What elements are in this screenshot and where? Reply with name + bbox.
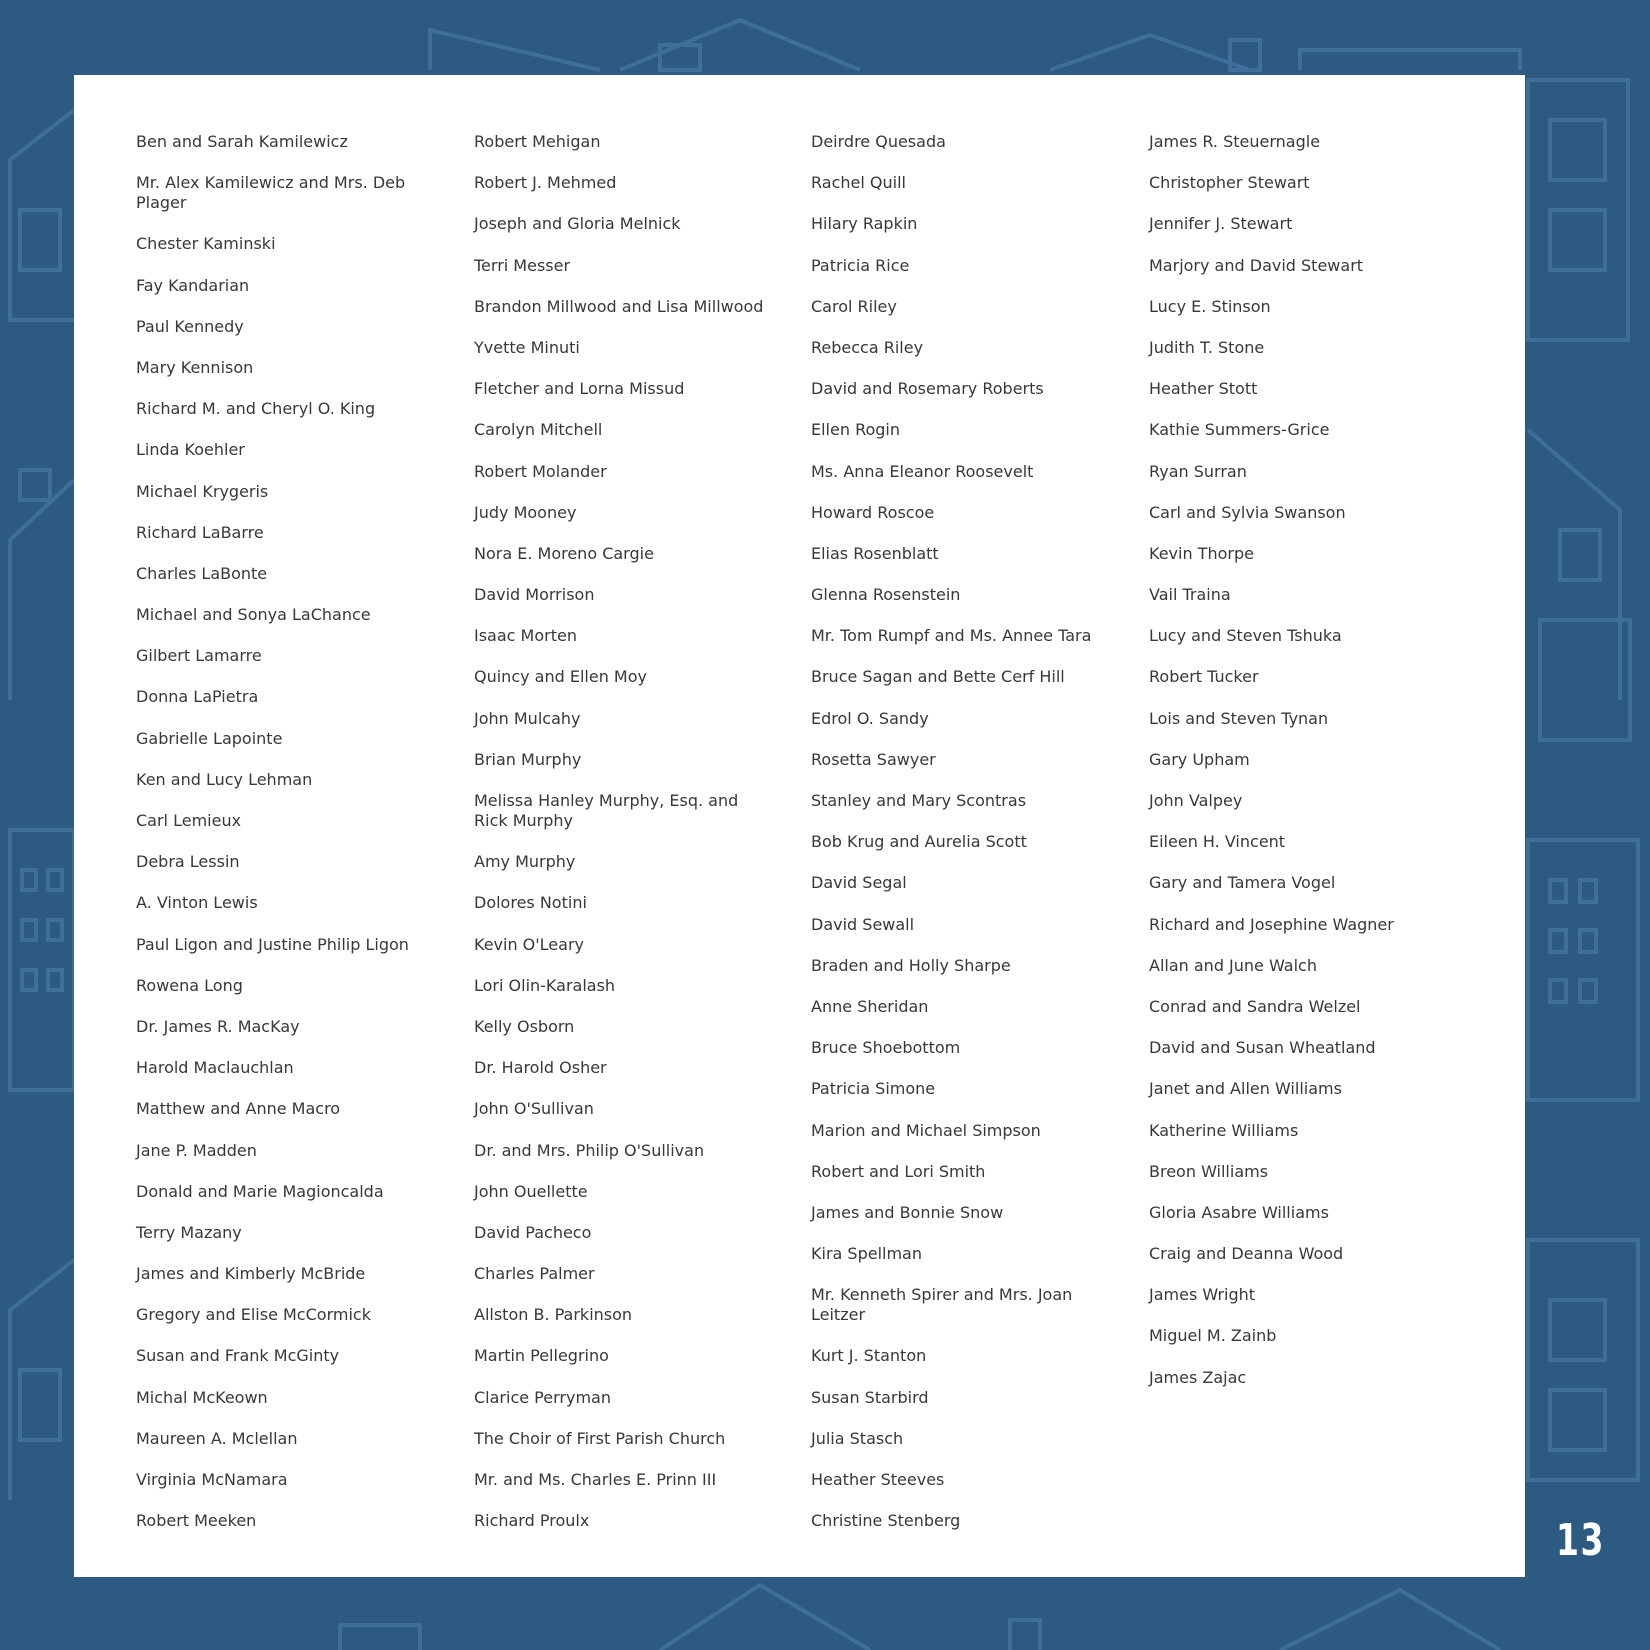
donor-name: Lucy E. Stinson (1149, 296, 1271, 316)
donor-name: Richard and Josephine Wagner (1149, 914, 1394, 934)
donor-name: Kevin Thorpe (1149, 543, 1254, 563)
donor-name: Mr. Alex Kamilewicz and Mrs. Deb Plager (136, 173, 406, 213)
donor-name: Rachel Quill (811, 173, 906, 193)
donor-name: Christopher Stewart (1149, 173, 1310, 193)
donor-name: Deirdre Quesada (811, 132, 946, 151)
donor-name: Amy Murphy (474, 852, 576, 872)
donor-name: Martin Pellegrino (474, 1346, 609, 1366)
donor-name: Elias Rosenblatt (811, 543, 939, 563)
donor-name: Hilary Rapkin (811, 214, 918, 234)
donor-name: Bob Krug and Aurelia Scott (811, 832, 1027, 852)
donor-name: Patricia Simone (811, 1079, 936, 1099)
donor-name: Dr. James R. MacKay (136, 1016, 300, 1036)
donor-name: Robert Tucker (1149, 667, 1259, 687)
donor-name: Julia Stasch (811, 1428, 904, 1448)
donor-name: Anne Sheridan (811, 996, 929, 1016)
donor-name: Breon Williams (1149, 1161, 1269, 1181)
donor-name: Ryan Surran (1149, 461, 1247, 481)
donor-name: Jane P. Madden (136, 1140, 257, 1160)
donor-name: Chester Kaminski (136, 234, 276, 254)
donor-name: A. Vinton Lewis (136, 893, 258, 913)
donor-name: Marion and Michael Simpson (811, 1120, 1041, 1140)
donor-name: Lucy and Steven Tshuka (1149, 626, 1342, 646)
donor-name: Howard Roscoe (811, 502, 935, 522)
donor-name: Janet and Allen Williams (1149, 1079, 1342, 1099)
donor-name: Melissa Hanley Murphy, Esq. and Rick Murphy (474, 791, 739, 830)
donor-name: Gilbert Lamarre (136, 646, 262, 666)
donor-name: The Choir of First Parish Church (474, 1428, 726, 1448)
donor-name: Kevin O'Leary (474, 934, 584, 954)
donor-name: Michael and Sonya LaChance (136, 605, 371, 625)
donor-name: Glenna Rosenstein (811, 585, 961, 605)
donor-name: Richard Proulx (474, 1511, 590, 1531)
donor-name: Linda Koehler (136, 440, 245, 460)
donor-name: Carol Riley (811, 296, 897, 316)
donor-name: Michal McKeown (136, 1387, 268, 1407)
donor-name: Ken and Lucy Lehman (136, 769, 313, 789)
donor-name: Joseph and Gloria Melnick (474, 214, 681, 234)
donor-name: Quincy and Ellen Moy (474, 667, 647, 687)
donor-name: Marjory and David Stewart (1149, 255, 1364, 275)
donor-name: Gregory and Elise McCormick (136, 1305, 371, 1325)
donor-name: Eileen H. Vincent (1149, 832, 1286, 852)
donor-name: Ellen Rogin (811, 420, 900, 440)
donor-name: Donna LaPietra (136, 687, 259, 707)
donor-name: Judy Mooney (474, 502, 577, 522)
donor-name: Gary Upham (1149, 749, 1250, 769)
donor-name: David and Rosemary Roberts (811, 379, 1044, 399)
donor-column-2 (474, 132, 774, 1552)
donor-name: Richard M. and Cheryl O. King (136, 399, 376, 419)
donor-name: Isaac Morten (474, 626, 577, 646)
donor-name: Robert Mehigan (474, 132, 601, 151)
donor-name: Kurt J. Stanton (811, 1346, 927, 1366)
donor-name: Miguel M. Zainb (1149, 1326, 1277, 1346)
donor-name: Carolyn Mitchell (474, 420, 603, 440)
donor-name: Carl and Sylvia Swanson (1149, 502, 1346, 522)
donor-name: Fay Kandarian (136, 275, 250, 295)
donor-name: Allston B. Parkinson (474, 1305, 633, 1325)
donor-name: Yvette Minuti (474, 337, 580, 357)
donor-column-1 (136, 132, 456, 1552)
donor-name: Nora E. Moreno Cargie (474, 543, 654, 563)
donor-name: Donald and Marie Magioncalda (136, 1181, 384, 1201)
donor-name: Ms. Anna Eleanor Roosevelt (811, 461, 1034, 481)
donor-name: David Sewall (811, 914, 915, 934)
page-number: 13 (1556, 1515, 1605, 1566)
donor-name: David Morrison (474, 585, 595, 605)
donor-name: Rebecca Riley (811, 337, 924, 357)
donor-name: Susan and Frank McGinty (136, 1346, 340, 1366)
donor-name: James and Bonnie Snow (811, 1202, 1004, 1222)
donor-name: David Segal (811, 873, 907, 893)
donor-name: David Pacheco (474, 1222, 592, 1242)
donor-name: Lois and Steven Tynan (1149, 708, 1329, 728)
donor-name: Maureen A. Mclellan (136, 1428, 298, 1448)
donor-name: James and Kimberly McBride (136, 1264, 366, 1284)
donor-name: Conrad and Sandra Welzel (1149, 996, 1361, 1016)
donor-name: Brandon Millwood and Lisa Millwood (474, 296, 764, 316)
donor-name: Charles Palmer (474, 1264, 595, 1284)
donor-name: Paul Kennedy (136, 316, 244, 336)
donor-name: Rowena Long (136, 975, 243, 995)
donor-name: Robert Meeken (136, 1511, 257, 1531)
donor-name: Robert and Lori Smith (811, 1161, 986, 1181)
donor-name: Edrol O. Sandy (811, 708, 929, 728)
donor-name: Fletcher and Lorna Missud (474, 379, 685, 399)
donor-name: James Zajac (1149, 1367, 1247, 1387)
donor-name: John O'Sullivan (474, 1099, 594, 1119)
donor-name: Craig and Deanna Wood (1149, 1244, 1344, 1264)
donor-name: Richard LaBarre (136, 522, 264, 542)
donor-name: Harold Maclauchlan (136, 1058, 294, 1078)
donor-name: Mr. Tom Rumpf and Ms. Annee Tara (811, 626, 1092, 646)
donor-name: Susan Starbird (811, 1387, 929, 1407)
donor-name: Kira Spellman (811, 1244, 922, 1264)
donor-name: John Valpey (1149, 791, 1243, 810)
donor-name: Kathie Summers-Grice (1149, 420, 1330, 440)
donor-name: Dr. and Mrs. Philip O'Sullivan (474, 1140, 705, 1160)
donor-name: James Wright (1149, 1285, 1256, 1305)
donor-name: Bruce Shoebottom (811, 1038, 961, 1058)
donor-name: Judith T. Stone (1149, 337, 1265, 357)
donor-name: Bruce Sagan and Bette Cerf Hill (811, 667, 1065, 687)
donor-name: Kelly Osborn (474, 1016, 575, 1036)
donor-name: Terry Mazany (136, 1222, 242, 1242)
donor-name: Lori Olin-Karalash (474, 975, 616, 995)
donor-name: Heather Stott (1149, 379, 1258, 399)
donor-name: Mr. and Ms. Charles E. Prinn III (474, 1470, 717, 1489)
donor-name: Clarice Perryman (474, 1387, 611, 1407)
donor-column-4 (1149, 132, 1469, 1409)
donor-name: Stanley and Mary Scontras (811, 791, 1027, 810)
donor-name: Heather Steeves (811, 1470, 945, 1489)
donor-name: Gloria Asabre Williams (1149, 1202, 1329, 1222)
donor-name: Debra Lessin (136, 852, 240, 872)
donor-name: Gabrielle Lapointe (136, 728, 283, 748)
donor-name: Allan and June Walch (1149, 955, 1317, 975)
donor-name: Matthew and Anne Macro (136, 1099, 341, 1119)
donor-name: Gary and Tamera Vogel (1149, 873, 1336, 893)
donor-name: John Ouellette (474, 1181, 588, 1201)
donor-name: Christine Stenberg (811, 1511, 961, 1531)
donor-name: Terri Messer (474, 255, 571, 275)
donor-name: Michael Krygeris (136, 481, 269, 501)
donor-name: Vail Traina (1149, 585, 1231, 605)
donor-name: Braden and Holly Sharpe (811, 955, 1011, 975)
donor-name: Dolores Notini (474, 893, 587, 913)
donor-name: Jennifer J. Stewart (1149, 214, 1293, 234)
donor-name: Dr. Harold Osher (474, 1058, 607, 1078)
donor-name: Virginia McNamara (136, 1470, 288, 1489)
donor-name: John Mulcahy (474, 708, 581, 728)
donor-name: James R. Steuernagle (1149, 132, 1321, 151)
donor-name: Ben and Sarah Kamilewicz (136, 132, 348, 151)
donor-name: Mr. Kenneth Spirer and Mrs. Joan Leitzer (811, 1285, 1073, 1325)
donor-column-3 (811, 132, 1131, 1552)
donor-name: Patricia Rice (811, 255, 910, 275)
donor-name: Rosetta Sawyer (811, 749, 936, 769)
donor-name: Mary Kennison (136, 357, 254, 377)
donor-name: Robert Molander (474, 461, 607, 481)
donor-name: Katherine Williams (1149, 1120, 1299, 1140)
donor-name: Charles LaBonte (136, 563, 268, 583)
donor-name: Paul Ligon and Justine Philip Ligon (136, 934, 409, 954)
donor-list-panel (74, 75, 1525, 1577)
donor-name: David and Susan Wheatland (1149, 1038, 1376, 1058)
donor-name: Carl Lemieux (136, 811, 242, 830)
donor-name: Robert J. Mehmed (474, 173, 617, 193)
donor-name: Brian Murphy (474, 749, 582, 769)
